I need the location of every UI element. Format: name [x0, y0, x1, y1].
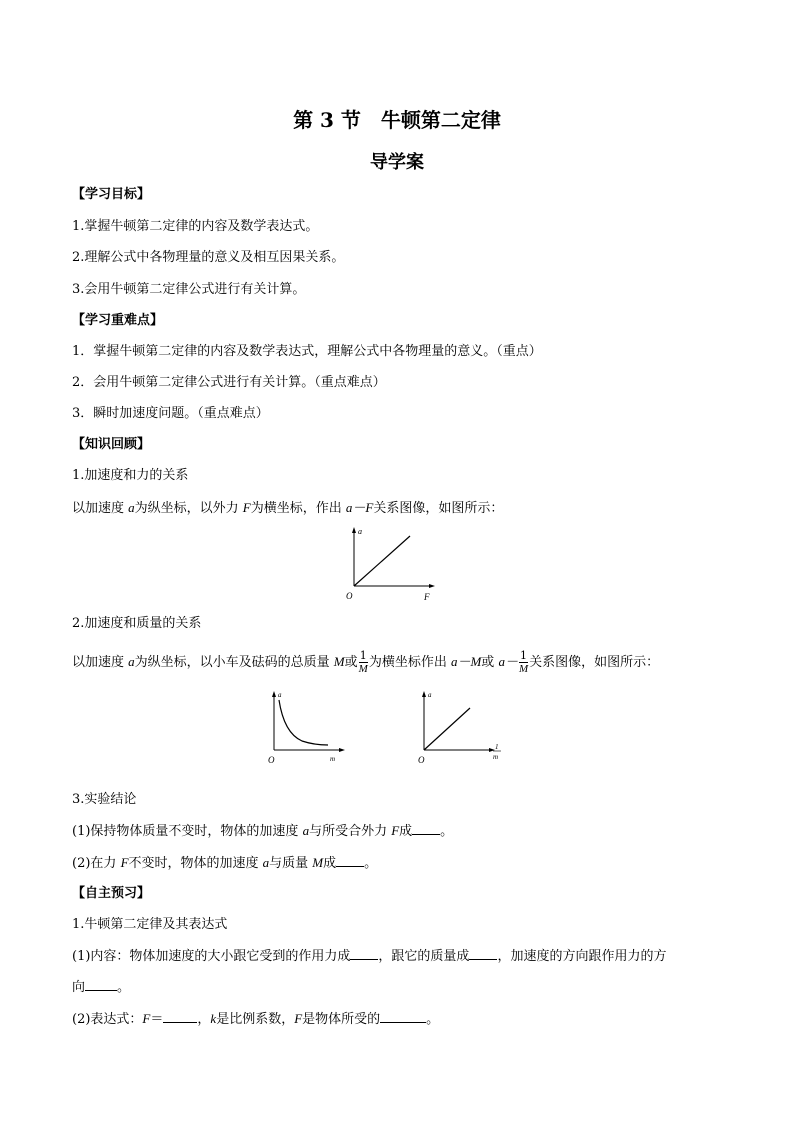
- review-p3-title: 3.实验结论: [72, 792, 137, 807]
- graph3-y-label: a: [428, 691, 432, 699]
- graph-a-inverse-m: [412, 688, 512, 768]
- preview-q1-text: (1)内容：物体加速度的大小跟它受到的作用力成 ，跟它的质量成 ，加速度的方向跟作用力的方: [72, 949, 667, 964]
- preview-q1-text-cont: 向 。: [72, 980, 131, 995]
- graph2-y-label: a: [278, 691, 282, 699]
- review-p1-title: 1.加速度和力的关系: [72, 468, 189, 483]
- preview-heading: 【自主预习】: [72, 886, 151, 901]
- graph1-origin: O: [346, 591, 353, 601]
- graph3-origin: O: [418, 755, 425, 765]
- preview-q2-text: (2)表达式：F＝ ，k是比例系数，F是物体所受的 。: [72, 1011, 440, 1027]
- key-item-1: 1．掌握牛顿第二定律的内容及数学表达式，理解公式中各物理量的意义。（重点）: [72, 344, 542, 359]
- review-p1-text: 以加速度 a为纵坐标，以外力 F为横坐标，作出 a－F关系图像，如图所示：: [72, 500, 504, 516]
- blank-field[interactable]: [469, 947, 497, 960]
- graph3-x-num: 1: [495, 743, 499, 751]
- graph-a-m: [262, 688, 352, 768]
- review-p2-text: 以加速度 a为纵坐标，以小车及砝码的总质量 M或 $\frac{1}{M}$ 为横坐标作出 a－M或 a－ $\frac{1}{M}$ 关系图像，如图所示：: [72, 649, 660, 675]
- preview-q1-title: 1.牛顿第二定律及其表达式: [72, 917, 228, 932]
- blank-field[interactable]: [412, 822, 440, 835]
- goals-heading: 【学习目标】: [72, 187, 151, 202]
- fraction-1-over-M: $\frac{1}{M}$: [358, 649, 368, 675]
- key-item-3: 3．瞬时加速度问题。（重点难点）: [72, 406, 269, 421]
- blank-field[interactable]: [380, 1010, 426, 1023]
- graph2-x-label: m: [330, 755, 336, 763]
- graph1-y-label: a: [358, 527, 362, 536]
- key-item-2: 2．会用牛顿第二定律公式进行有关计算。（重点难点）: [72, 375, 386, 390]
- fraction-1-over-M-2: $\frac{1}{M}$: [518, 649, 529, 675]
- goal-item-3: 3.会用牛顿第二定律公式进行有关计算。: [72, 282, 306, 297]
- key-heading: 【学习重难点】: [72, 313, 164, 328]
- goal-item-1: 1.掌握牛顿第二定律的内容及数学表达式。: [72, 219, 319, 234]
- graph3-x-den: m: [493, 753, 499, 761]
- goal-item-2: 2.理解公式中各物理量的意义及相互因果关系。: [72, 250, 345, 265]
- review-p2-title: 2.加速度和质量的关系: [72, 616, 202, 631]
- graph-a-F: [340, 524, 440, 604]
- review-p3-item-1: (1)保持物体质量不变时，物体的加速度 a与所受合外力 F成 。: [72, 823, 454, 839]
- page-title: 第 3 节 牛顿第二定律: [293, 108, 501, 132]
- blank-field[interactable]: [163, 1010, 197, 1023]
- page-subtitle: 导学案: [370, 152, 424, 173]
- blank-field[interactable]: [85, 978, 117, 991]
- review-p3-item-2: (2)在力 F不变时，物体的加速度 a与质量 M成 。: [72, 855, 378, 871]
- graph1-x-label: F: [424, 592, 430, 602]
- review-heading: 【知识回顾】: [72, 437, 151, 452]
- blank-field[interactable]: [336, 854, 364, 867]
- graph2-origin: O: [268, 755, 275, 765]
- blank-field[interactable]: [350, 947, 378, 960]
